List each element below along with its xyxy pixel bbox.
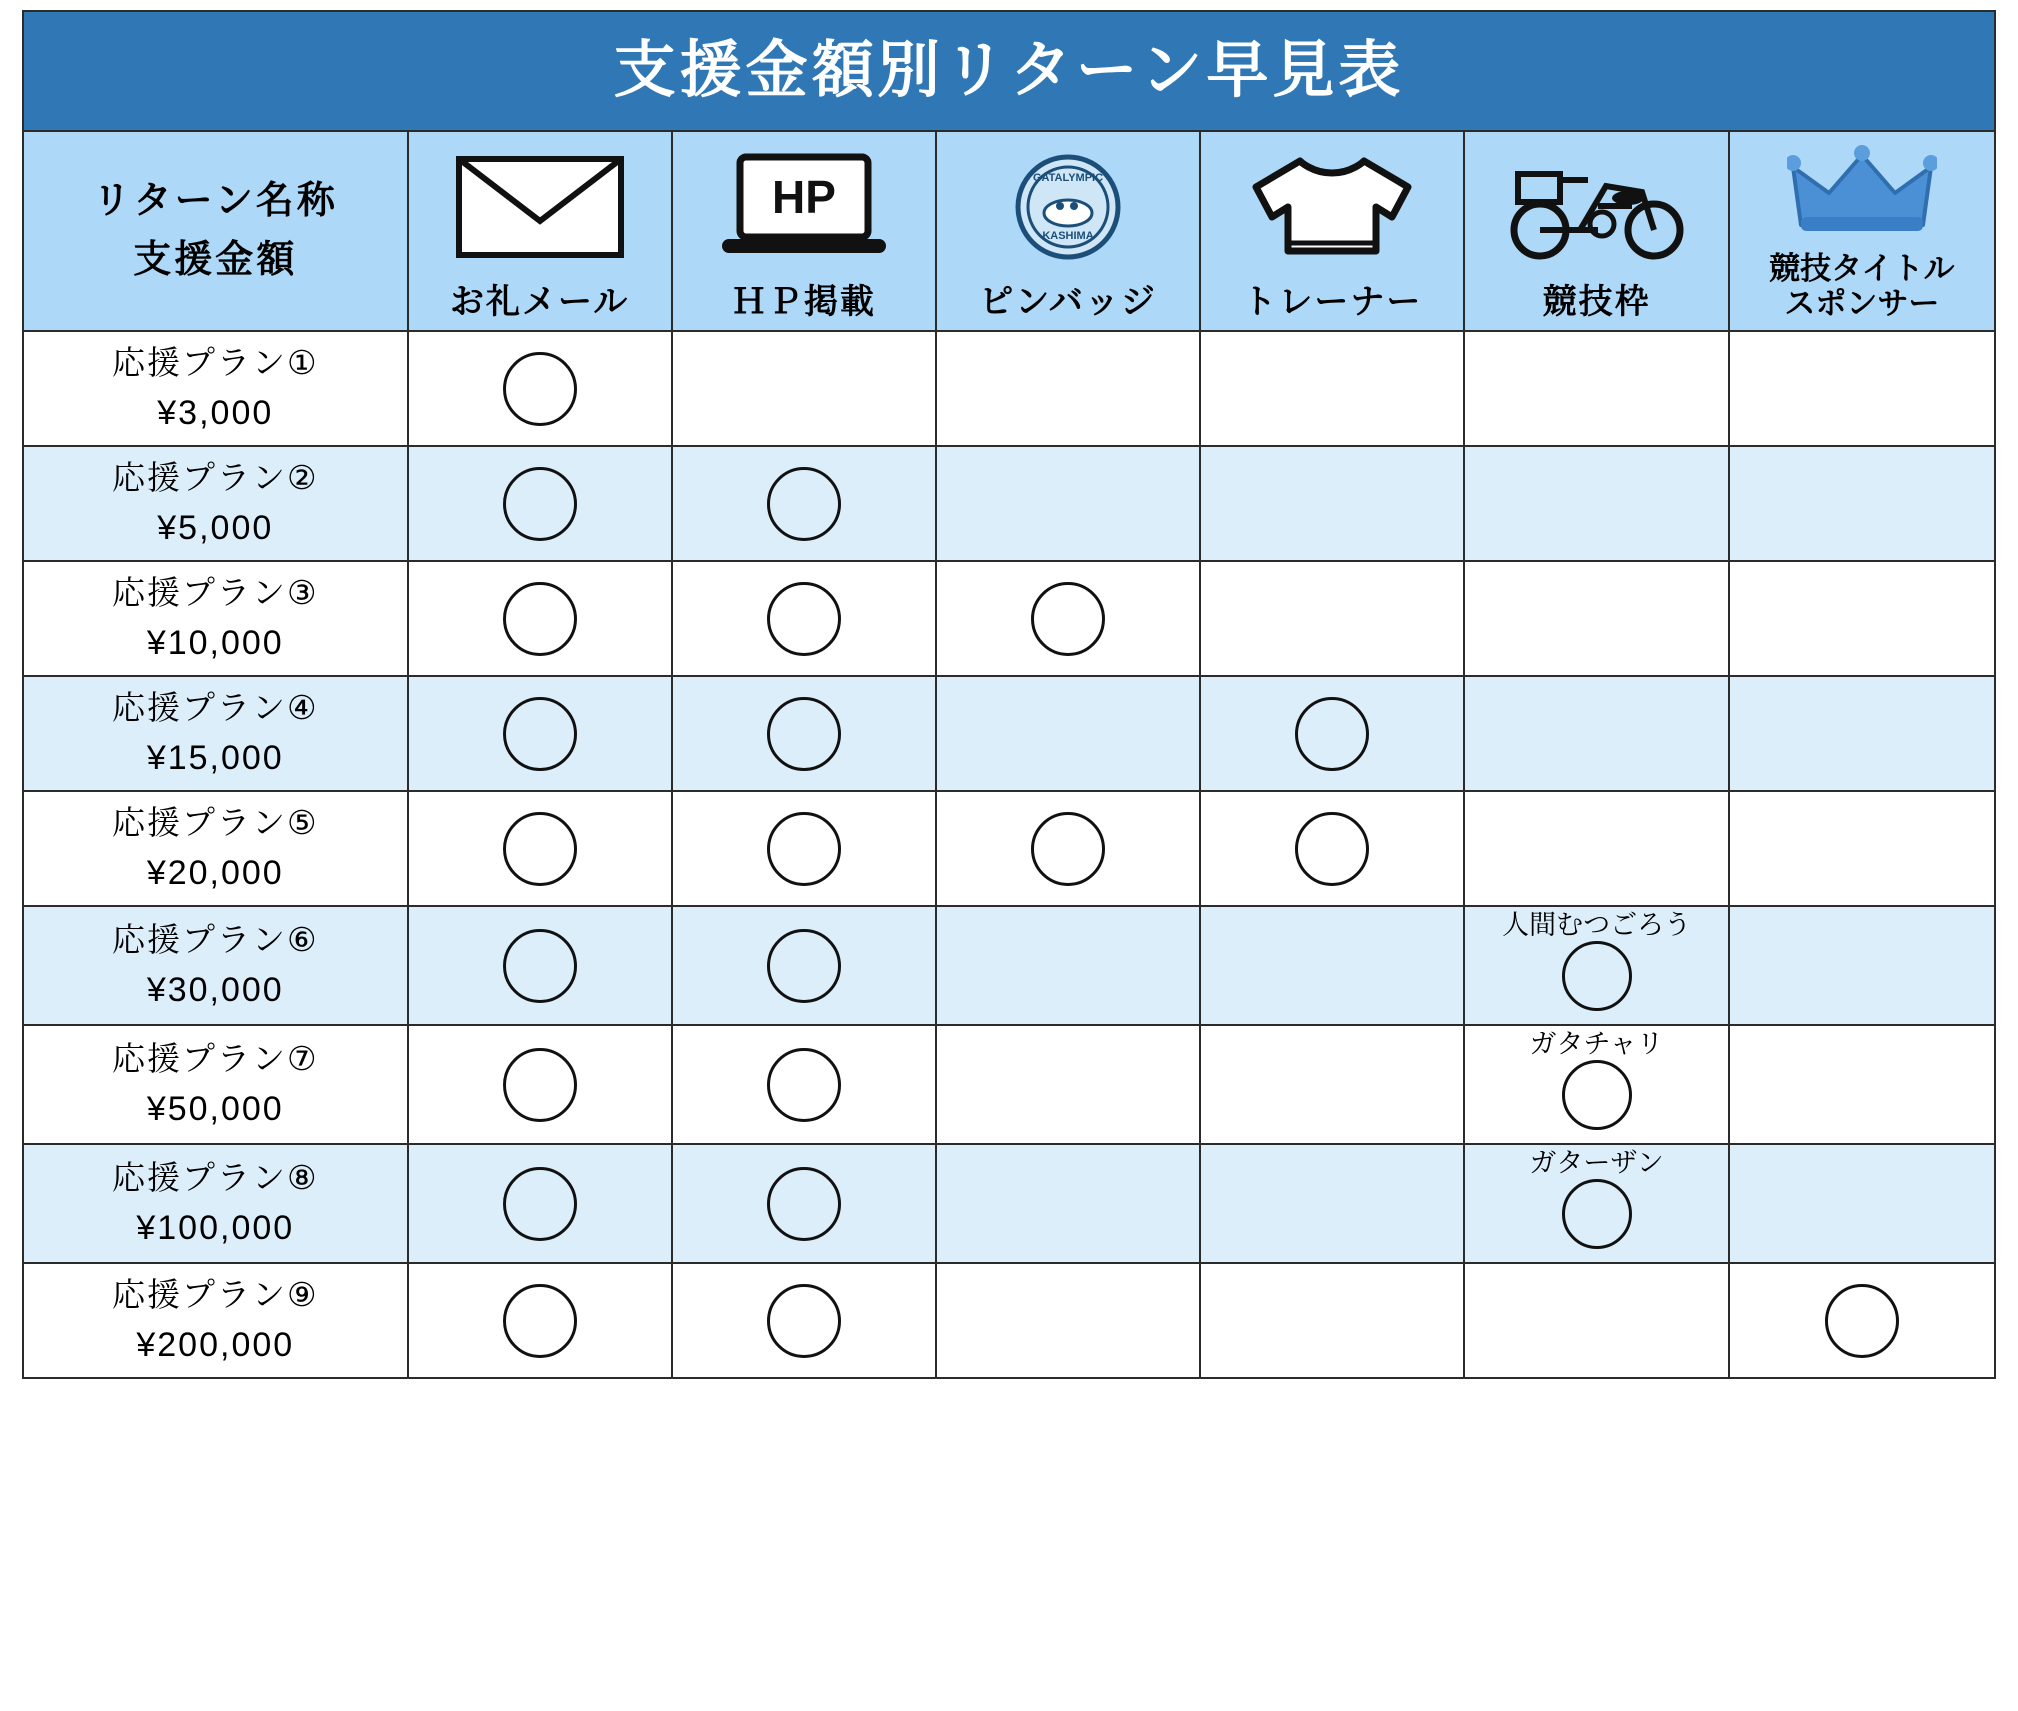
mark-note: ガターザン	[1529, 1148, 1664, 1178]
empty-mark	[937, 447, 1199, 560]
circle-mark-icon	[1295, 697, 1369, 771]
empty-mark	[673, 332, 935, 445]
empty-mark	[1201, 1264, 1463, 1377]
plan-amount: ¥50,000	[146, 1089, 284, 1128]
circle-mark-icon	[767, 582, 841, 656]
plan-name: 応援プラン⑧	[111, 1159, 319, 1197]
empty-mark	[1201, 562, 1463, 675]
circle-mark-icon	[767, 812, 841, 886]
mark-cell-empty	[1729, 676, 1995, 791]
mark-cell-empty	[936, 1025, 1200, 1144]
mark-cell-filled	[408, 906, 672, 1025]
table-row	[23, 1025, 1995, 1144]
circle-mark-icon	[503, 582, 577, 656]
mark-cell-filled	[408, 1025, 672, 1144]
mark-cell-empty	[936, 1263, 1200, 1378]
header-label-hp: ＨＰ掲載	[731, 282, 876, 321]
mark-cell-filled	[672, 676, 936, 791]
mark-cell-empty	[1729, 561, 1995, 676]
circle-mark-icon	[1562, 1179, 1632, 1249]
crown-icon	[1730, 132, 1994, 251]
circle-mark-icon	[1031, 812, 1105, 886]
mark-cell-filled	[1200, 791, 1464, 906]
header-plan-line2: 支援金額	[133, 239, 298, 281]
empty-mark	[1730, 332, 1994, 445]
circle-mark-icon	[1562, 941, 1632, 1011]
mark-cell-filled	[672, 791, 936, 906]
plan-amount: ¥100,000	[136, 1208, 295, 1247]
empty-mark	[1465, 332, 1727, 445]
empty-mark	[937, 1264, 1199, 1377]
empty-mark	[1465, 447, 1727, 560]
table-row	[23, 676, 1995, 791]
empty-mark	[937, 909, 1199, 1022]
empty-mark	[1465, 562, 1727, 675]
header-col-thanks-mail	[408, 131, 672, 331]
empty-mark	[1465, 792, 1727, 905]
table-row	[23, 1263, 1995, 1378]
plan-name: 応援プラン③	[111, 574, 319, 612]
circle-mark-icon	[503, 929, 577, 1003]
plan-cell	[23, 331, 408, 446]
mark-cell-filled	[408, 446, 672, 561]
table-row	[23, 331, 1995, 446]
mark-cell-empty	[936, 446, 1200, 561]
plan-name: 応援プラン⑤	[111, 804, 319, 842]
mark-cell-empty	[1200, 1144, 1464, 1263]
page-title: 支援金額別リターン早見表	[23, 11, 1995, 131]
empty-mark	[1201, 332, 1463, 445]
plan-cell	[23, 446, 408, 561]
svg-text:HP: HP	[771, 171, 836, 224]
plan-name: 応援プラン①	[111, 344, 319, 382]
plan-name: 応援プラン⑨	[111, 1276, 319, 1314]
table-row	[23, 446, 1995, 561]
mark-cell-filled	[672, 446, 936, 561]
table-header-row	[23, 131, 1995, 331]
mark-cell-filled	[408, 791, 672, 906]
plan-cell	[23, 676, 408, 791]
title-row	[23, 11, 1995, 131]
header-col-race-slot	[1464, 131, 1728, 331]
header-label-title-sponsor-line1: 競技タイトル	[1769, 250, 1955, 286]
mark-note: ガタチャリ	[1529, 1029, 1664, 1059]
empty-mark	[1201, 909, 1463, 1022]
plan-cell	[23, 791, 408, 906]
plan-amount: ¥30,000	[146, 970, 284, 1009]
mark-cell-filled	[936, 791, 1200, 906]
empty-mark	[1465, 1264, 1727, 1377]
plan-amount: ¥10,000	[146, 623, 284, 662]
mark-cell-empty	[936, 676, 1200, 791]
mark-cell-filled	[936, 561, 1200, 676]
empty-mark	[937, 677, 1199, 790]
circle-mark-icon	[503, 352, 577, 426]
plan-amount: ¥3,000	[157, 393, 274, 432]
mark-cell-empty	[936, 1144, 1200, 1263]
circle-mark-icon	[767, 1167, 841, 1241]
empty-mark	[1730, 562, 1994, 675]
mark-cell-filled	[408, 1144, 672, 1263]
bicycle-icon	[1465, 132, 1727, 283]
table-row	[23, 1144, 1995, 1263]
empty-mark	[1730, 447, 1994, 560]
circle-mark-icon	[503, 467, 577, 541]
circle-mark-icon	[503, 1167, 577, 1241]
empty-mark	[937, 1147, 1199, 1260]
mark-cell-filled	[1464, 1025, 1728, 1144]
header-label-title-sponsor-line2: スポンサー	[1784, 286, 1940, 322]
mark-cell-empty	[936, 906, 1200, 1025]
plan-amount: ¥5,000	[157, 508, 274, 547]
plan-cell	[23, 906, 408, 1025]
circle-mark-icon	[767, 697, 841, 771]
empty-mark	[1201, 447, 1463, 560]
mark-cell-empty	[1729, 446, 1995, 561]
empty-mark	[937, 332, 1199, 445]
plan-amount: ¥200,000	[136, 1325, 295, 1364]
mark-cell-filled	[1729, 1263, 1995, 1378]
empty-mark	[1730, 792, 1994, 905]
mark-cell-empty	[1464, 331, 1728, 446]
mark-cell-filled	[672, 1263, 936, 1378]
header-col-pin-badge	[936, 131, 1200, 331]
header-col-title-sponsor	[1729, 131, 1995, 331]
header-label-pin-badge: ピンバッジ	[979, 282, 1157, 321]
mark-cell-empty	[1464, 446, 1728, 561]
empty-mark	[1730, 1147, 1994, 1260]
circle-mark-icon	[503, 1284, 577, 1358]
plan-amount: ¥20,000	[146, 853, 284, 892]
empty-mark	[1730, 677, 1994, 790]
mark-cell-filled	[672, 1144, 936, 1263]
return-overview-table	[22, 10, 1996, 1379]
plan-cell	[23, 1144, 408, 1263]
mark-cell-empty	[1464, 561, 1728, 676]
header-label-sweatshirt: トレーナー	[1242, 282, 1423, 321]
circle-mark-icon	[1562, 1060, 1632, 1130]
circle-mark-icon	[503, 812, 577, 886]
plan-name: 応援プラン④	[111, 689, 319, 727]
mark-cell-empty	[1200, 906, 1464, 1025]
header-plan-column	[23, 131, 408, 331]
mark-cell-filled	[408, 561, 672, 676]
table-row	[23, 791, 1995, 906]
svg-text:KASHIMA: KASHIMA	[1042, 230, 1094, 243]
mark-cell-empty	[1200, 331, 1464, 446]
circle-mark-icon	[1295, 812, 1369, 886]
mark-cell-filled	[408, 331, 672, 446]
plan-name: 応援プラン⑦	[111, 1040, 319, 1078]
circle-mark-icon	[767, 1284, 841, 1358]
mark-cell-empty	[1464, 676, 1728, 791]
header-label-race-slot: 競技枠	[1542, 282, 1651, 321]
circle-mark-icon	[767, 929, 841, 1003]
mark-cell-empty	[1464, 1263, 1728, 1378]
plan-amount: ¥15,000	[146, 738, 284, 777]
table-row	[23, 561, 1995, 676]
plan-cell	[23, 1263, 408, 1378]
header-label-thanks-mail: お礼メール	[449, 282, 630, 321]
sweatshirt-icon	[1201, 132, 1463, 283]
header-col-sweatshirt	[1200, 131, 1464, 331]
mark-cell-empty	[936, 331, 1200, 446]
mark-cell-filled	[672, 1025, 936, 1144]
circle-mark-icon	[503, 1048, 577, 1122]
mark-cell-filled	[1464, 1144, 1728, 1263]
circle-mark-icon	[1825, 1284, 1899, 1358]
mark-cell-filled	[1464, 906, 1728, 1025]
mark-cell-filled	[408, 676, 672, 791]
mark-cell-empty	[1464, 791, 1728, 906]
mark-cell-filled	[672, 906, 936, 1025]
mark-cell-empty	[1200, 1263, 1464, 1378]
circle-mark-icon	[767, 467, 841, 541]
plan-cell	[23, 1025, 408, 1144]
mark-cell-filled	[672, 561, 936, 676]
mark-cell-empty	[1729, 1144, 1995, 1263]
circle-mark-icon	[1031, 582, 1105, 656]
mark-cell-empty	[1200, 561, 1464, 676]
plan-name: 応援プラン⑥	[111, 921, 319, 959]
mark-cell-empty	[1729, 791, 1995, 906]
table-row	[23, 906, 1995, 1025]
mail-icon	[409, 132, 671, 283]
header-plan-line1: リターン名称	[92, 180, 338, 223]
mark-cell-empty	[1729, 906, 1995, 1025]
mark-cell-empty	[1729, 331, 1995, 446]
empty-mark	[937, 1028, 1199, 1141]
empty-mark	[1201, 1147, 1463, 1260]
mark-cell-empty	[672, 331, 936, 446]
empty-mark	[1465, 677, 1727, 790]
empty-mark	[1730, 1028, 1994, 1141]
laptop-hp-icon	[673, 132, 935, 283]
mark-cell-filled	[408, 1263, 672, 1378]
plan-cell	[23, 561, 408, 676]
header-col-hp	[672, 131, 936, 331]
empty-mark	[1730, 909, 1994, 1022]
pin-badge-icon	[937, 132, 1199, 283]
mark-cell-filled	[1200, 676, 1464, 791]
circle-mark-icon	[767, 1048, 841, 1122]
mark-note: 人間むつごろう	[1502, 910, 1692, 940]
circle-mark-icon	[503, 697, 577, 771]
svg-text:GATALYMPIC: GATALYMPIC	[1033, 172, 1104, 185]
mark-cell-empty	[1729, 1025, 1995, 1144]
mark-cell-empty	[1200, 1025, 1464, 1144]
plan-name: 応援プラン②	[111, 459, 319, 497]
mark-cell-empty	[1200, 446, 1464, 561]
empty-mark	[1201, 1028, 1463, 1141]
